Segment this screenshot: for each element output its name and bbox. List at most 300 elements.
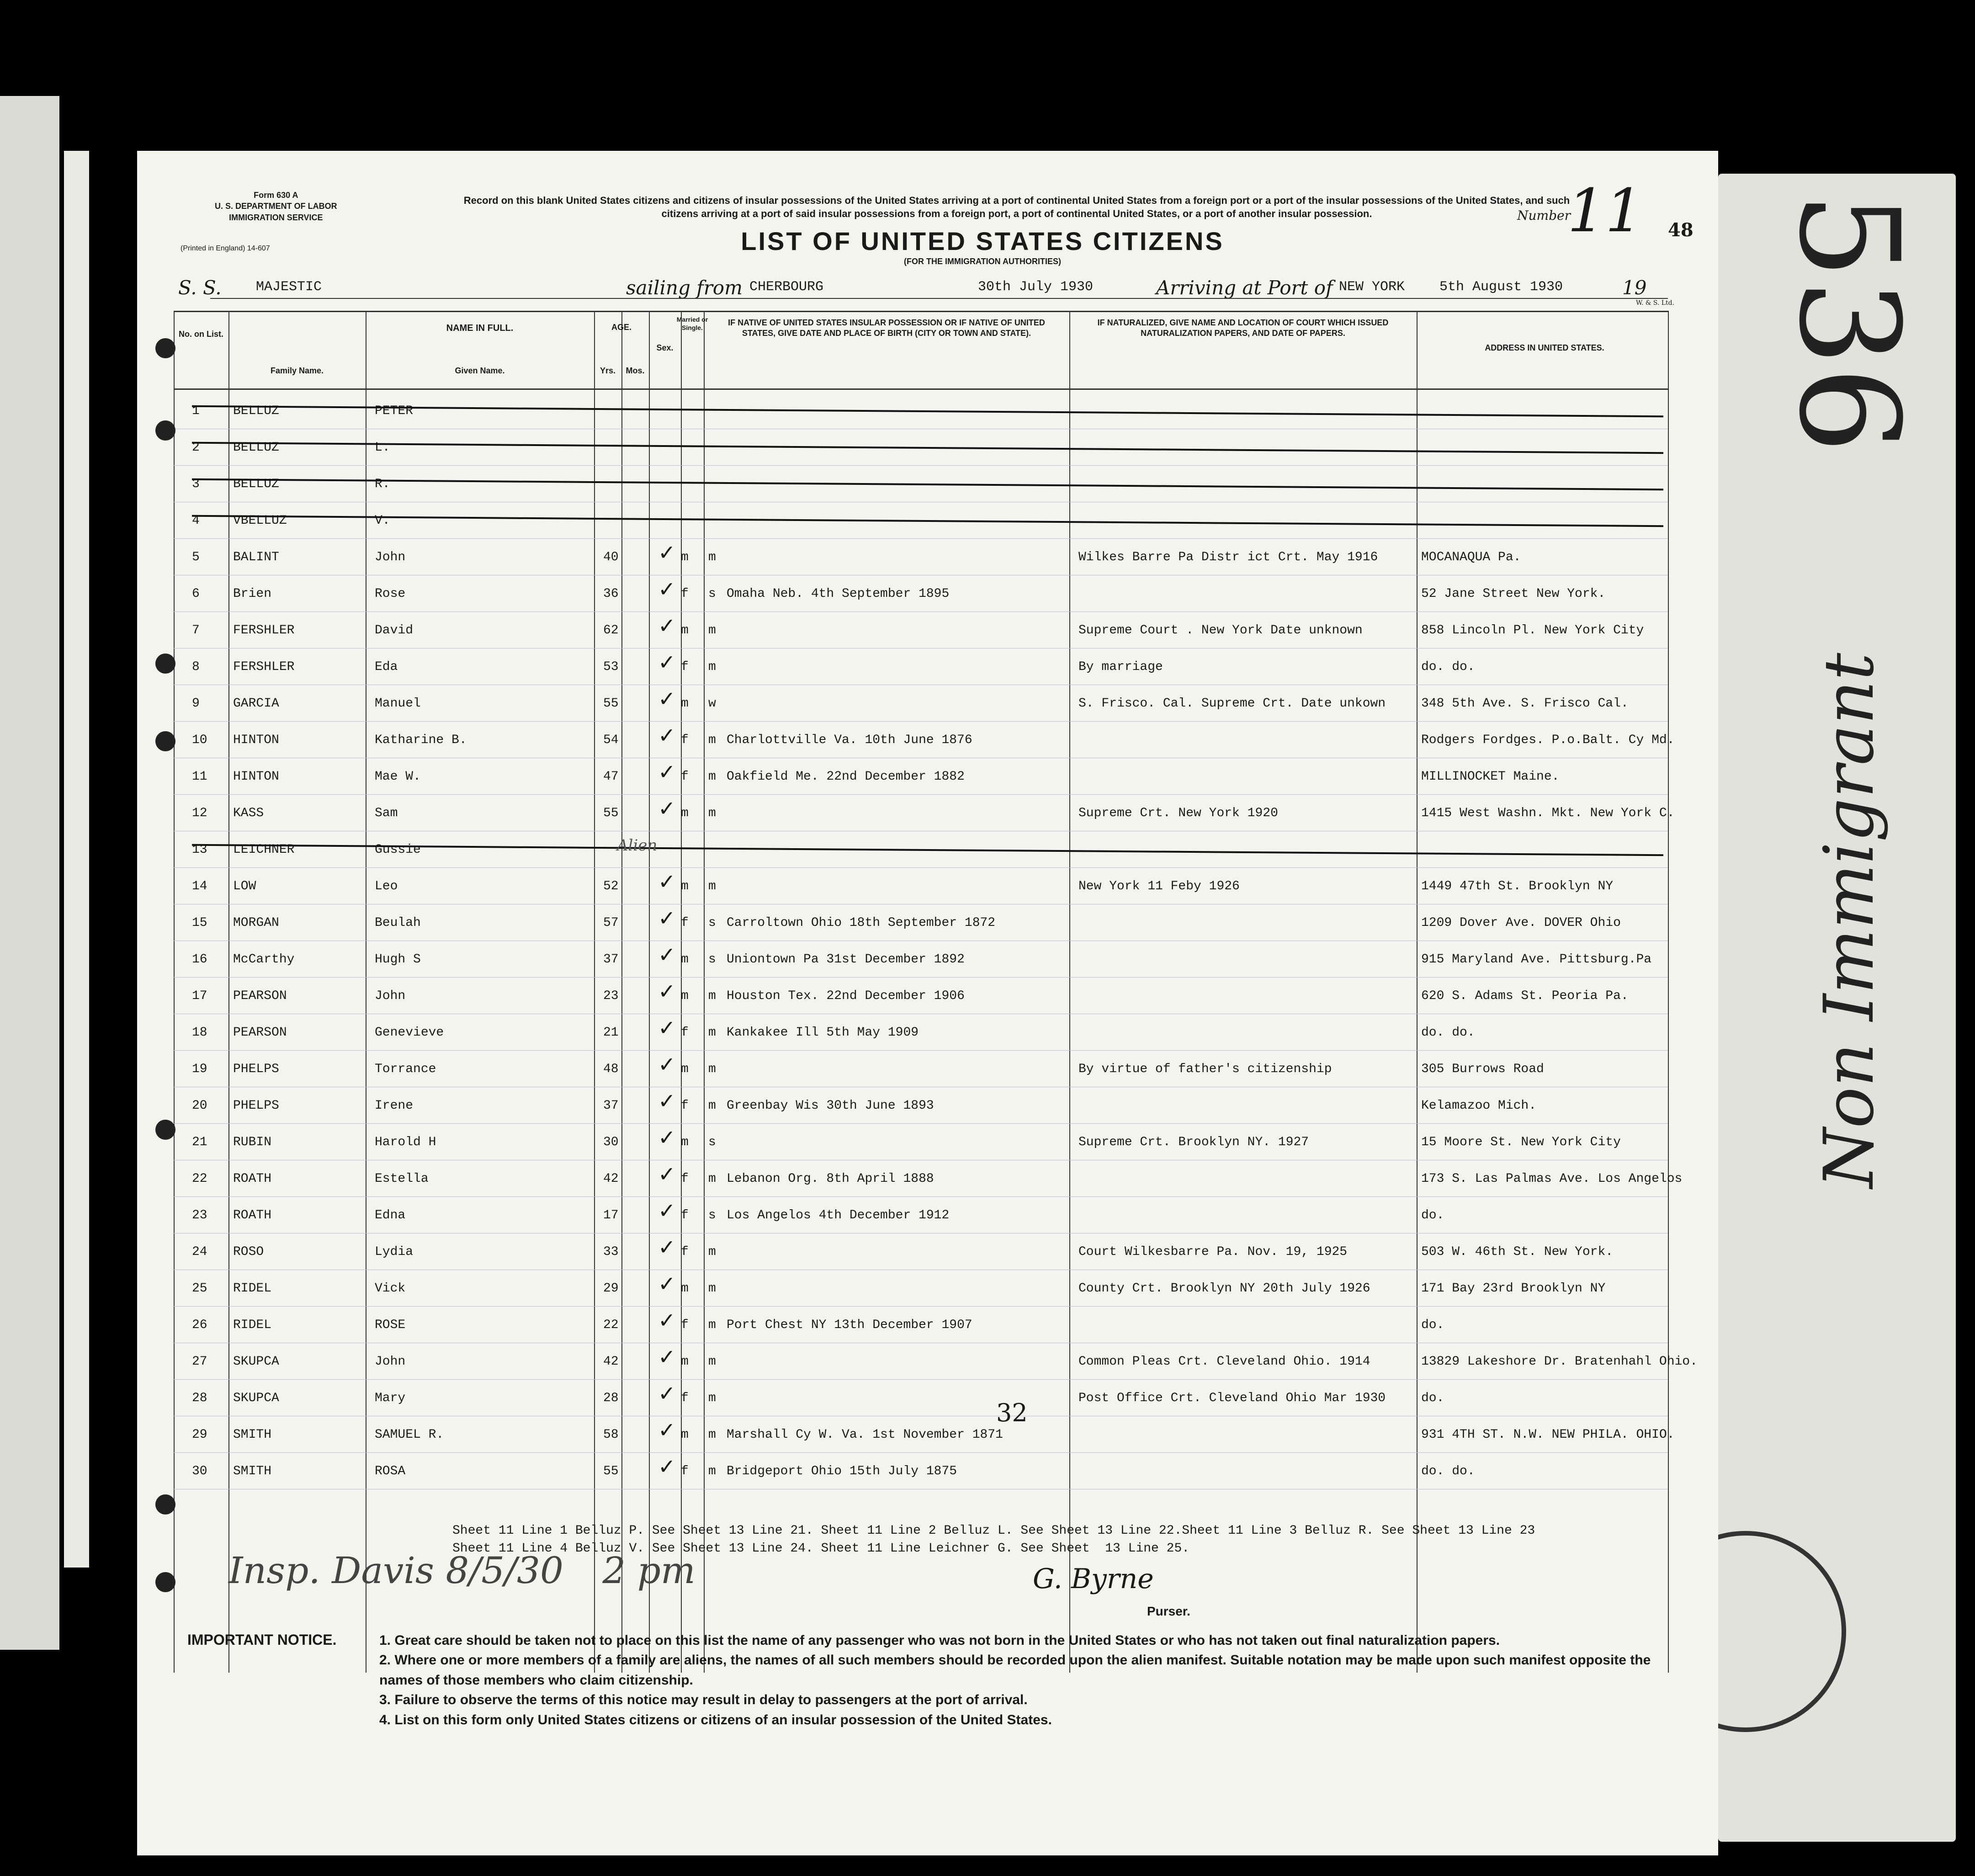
table-row [174, 1161, 1683, 1197]
row-given: Lydia [375, 1245, 414, 1259]
row-address: 1415 West Washn. Mkt. New York C. [1421, 806, 1675, 820]
row-family: PHELPS [233, 1099, 279, 1113]
check-mark-icon: ✓ [658, 1418, 676, 1442]
row-given: Katharine B. [375, 733, 467, 747]
table-row [174, 795, 1675, 831]
row-address: Kelamazoo Mich. [1421, 1099, 1537, 1113]
binder-hole [155, 1572, 175, 1592]
row-marital: m [708, 660, 716, 674]
inspector-text: Insp. Davis 8/5/30 [228, 1549, 563, 1592]
row-age: 55 [603, 806, 619, 820]
check-mark-icon: ✓ [658, 1308, 676, 1333]
table-row [174, 1380, 1668, 1416]
row-age: 57 [603, 916, 619, 930]
row-family: LEICHNER [233, 843, 295, 857]
row-age: 29 [603, 1281, 619, 1296]
row-sex: m [681, 1428, 689, 1442]
row-no: 11 [192, 770, 207, 784]
row-given: Manuel [375, 696, 421, 711]
table-row [174, 1417, 1675, 1453]
row-given: Mae W. [375, 770, 421, 784]
row-address: 52 Jane Street New York. [1421, 587, 1606, 601]
row-family: LOW [233, 879, 256, 893]
table-row [174, 576, 1668, 612]
header-family: Family Name. [270, 366, 324, 375]
row-age: 58 [603, 1428, 619, 1442]
row-marital: m [708, 1172, 716, 1186]
list-number: 11 [1567, 176, 1643, 245]
row-no: 14 [192, 879, 207, 893]
service: IMMIGRATION SERVICE [229, 213, 323, 222]
row-birthplace: Los Angelos 4th December 1912 [727, 1208, 950, 1222]
binder-hole [155, 731, 175, 751]
header-sex: Sex. [656, 343, 674, 352]
row-birthplace: Uniontown Pa 31st December 1892 [727, 952, 965, 967]
row-birthplace: Charlottville Va. 10th June 1876 [727, 733, 972, 747]
arriving-label: Arriving at Port of [1156, 276, 1333, 299]
voyage-rule [210, 298, 1668, 299]
row-age: 28 [603, 1391, 619, 1405]
check-mark-icon: ✓ [658, 1198, 676, 1223]
row-naturalization: Supreme Crt. New York 1920 [1078, 806, 1278, 820]
row-given: PETER [375, 404, 414, 418]
check-mark-icon: ✓ [658, 1052, 676, 1077]
table-row [174, 430, 1668, 466]
row-marital: s [708, 952, 716, 967]
row-age: 23 [603, 989, 619, 1003]
row-sex: m [681, 1355, 689, 1369]
header-mos: Mos. [626, 366, 645, 375]
row-no: 12 [192, 806, 207, 820]
sailing-label: sailing from [626, 276, 743, 299]
table-row [174, 503, 1668, 539]
row-given: Mary [375, 1391, 406, 1405]
row-no: 21 [192, 1135, 207, 1149]
form-number: Form 630 A [254, 191, 298, 200]
table-row [174, 759, 1668, 795]
row-family: McCarthy [233, 952, 295, 967]
row-given: Eda [375, 660, 398, 674]
row-sex: f [681, 1318, 689, 1332]
table-row [174, 1124, 1668, 1160]
row-birthplace: Oakfield Me. 22nd December 1882 [727, 770, 965, 784]
row-family: HINTON [233, 770, 279, 784]
row-no: 18 [192, 1026, 207, 1040]
binder-hole [155, 1494, 175, 1515]
row-marital: w [708, 696, 716, 711]
row-marital: m [708, 623, 716, 638]
row-no: 22 [192, 1172, 207, 1186]
check-mark-icon: ✓ [658, 760, 676, 784]
check-mark-icon: ✓ [658, 1015, 676, 1040]
row-age: 22 [603, 1318, 619, 1332]
row-given: ROSA [375, 1464, 406, 1478]
row-birthplace: Carroltown Ohio 18th September 1872 [727, 916, 996, 930]
row-age: 52 [603, 879, 619, 893]
row-address: MOCANAQUA Pa. [1421, 550, 1521, 564]
row-naturalization: By virtue of father's citizenship [1078, 1062, 1332, 1076]
row-no: 2 [192, 441, 200, 455]
row-age: 55 [603, 696, 619, 711]
row-sex: f [681, 660, 689, 674]
row-no: 17 [192, 989, 207, 1003]
row-birthplace: Lebanon Org. 8th April 1888 [727, 1172, 934, 1186]
row-no: 19 [192, 1062, 207, 1076]
row-address: do. [1421, 1318, 1444, 1332]
binder-hole [155, 1120, 175, 1140]
row-naturalization: Wilkes Barre Pa Distr ict Crt. May 1916 [1078, 550, 1378, 564]
row-age: 48 [603, 1062, 619, 1076]
row-sex: f [681, 1026, 689, 1040]
table-row [174, 1307, 1668, 1343]
row-sex: m [681, 696, 689, 711]
sail-date: 30th July 1930 [978, 279, 1094, 295]
row-no: 28 [192, 1391, 207, 1405]
row-address: MILLINOCKET Maine. [1421, 770, 1560, 784]
check-mark-icon: ✓ [658, 1162, 676, 1186]
department: U. S. DEPARTMENT OF LABOR [215, 202, 337, 211]
check-mark-icon: ✓ [658, 942, 676, 967]
row-no: 25 [192, 1281, 207, 1296]
row-sex: f [681, 1172, 689, 1186]
row-family: Brien [233, 587, 272, 601]
row-naturalization: Supreme Court . New York Date unknown [1078, 623, 1363, 638]
row-family: MORGAN [233, 916, 279, 930]
header-no: No. on List. [179, 329, 223, 339]
table-row [174, 393, 1668, 429]
row-marital: m [708, 1355, 716, 1369]
row-sex: f [681, 1464, 689, 1478]
row-address: Rodgers Fordges. P.o.Balt. Cy Md. [1421, 733, 1675, 747]
check-mark-icon: ✓ [658, 979, 676, 1004]
row-age: 54 [603, 733, 619, 747]
table-row [174, 978, 1668, 1014]
row-given: Genevieve [375, 1026, 444, 1040]
check-mark-icon: ✓ [658, 723, 676, 748]
row-age: 37 [603, 952, 619, 967]
row-given: Torrance [375, 1062, 436, 1076]
row-no: 8 [192, 660, 200, 674]
row-birthplace: Houston Tex. 22nd December 1906 [727, 989, 965, 1003]
ws-ltd: W. & S. Ltd. [1636, 299, 1675, 307]
header-birth: IF NATIVE OF UNITED STATES INSULAR POSSESSION OR IF NATIVE OF UNITED STATES, GIVE DATE AND PLACE OF BIRTH (CITY OR TOWN AND STATE). [728, 318, 1045, 338]
check-mark-icon: ✓ [658, 686, 676, 711]
purser-signature: G. Byrne [1033, 1563, 1154, 1595]
row-given: Hugh S [375, 952, 421, 967]
row-no: 9 [192, 696, 200, 711]
check-mark-icon: ✓ [658, 906, 676, 930]
row-family: ROSO [233, 1245, 264, 1259]
row-sex: m [681, 623, 689, 638]
row-family: KASS [233, 806, 264, 820]
table-row [174, 1270, 1668, 1307]
row-address: 171 Bay 23rd Brooklyn NY [1421, 1281, 1606, 1296]
row-given: R. [375, 477, 390, 491]
row-marital: s [708, 587, 716, 601]
row-sex: m [681, 989, 689, 1003]
check-mark-icon: ✓ [658, 1089, 676, 1113]
row-age: 55 [603, 1464, 619, 1478]
row-family: PHELPS [233, 1062, 279, 1076]
row-marital: m [708, 1062, 716, 1076]
row-marital: m [708, 733, 716, 747]
row-naturalization: By marriage [1078, 660, 1163, 674]
row-marital: m [708, 1318, 716, 1332]
row-marital: m [708, 1391, 716, 1405]
row-birthplace: Bridgeport Ohio 15th July 1875 [727, 1464, 957, 1478]
row-marital: m [708, 770, 716, 784]
row-family: SMITH [233, 1464, 272, 1478]
row-address: do. do. [1421, 1464, 1475, 1478]
row-given: John [375, 550, 406, 564]
row-birthplace: Kankakee Ill 5th May 1909 [727, 1026, 919, 1040]
row-address: 858 Lincoln Pl. New York City [1421, 623, 1644, 638]
header-bottom-rule [174, 388, 1668, 390]
row-marital: m [708, 1245, 716, 1259]
col-rule-right [1668, 311, 1669, 1673]
row-sex: m [681, 550, 689, 564]
header-age: AGE. [611, 323, 632, 332]
row-family: SMITH [233, 1428, 272, 1442]
notice-lead: IMPORTANT NOTICE. [187, 1632, 337, 1648]
row-age: 53 [603, 660, 619, 674]
table-row [174, 1234, 1668, 1270]
row-sex: m [681, 1135, 689, 1149]
row-age: 37 [603, 1099, 619, 1113]
header-naturalized: IF NATURALIZED, GIVE NAME AND LOCATION OF COURT WHICH ISSUED NATURALIZATION PAPERS, AND DATE OF PAPERS. [1097, 318, 1389, 338]
header-name: NAME IN FULL. [446, 323, 514, 333]
check-mark-icon: ✓ [658, 650, 676, 675]
row-given: John [375, 989, 406, 1003]
from-port: CHERBOURG [749, 279, 824, 295]
form-header-left [215, 190, 337, 223]
check-mark-icon: ✓ [658, 613, 676, 638]
row-marital: m [708, 1026, 716, 1040]
strike-through-line [192, 515, 1663, 527]
row-address: do. do. [1421, 1026, 1475, 1040]
page-subtitle: (FOR THE IMMIGRATION AUTHORITIES) [904, 257, 1061, 266]
row-no: 7 [192, 623, 200, 638]
note-line-1: Sheet 11 Line 1 Belluz P. See Sheet 13 Line 21. Sheet 11 Line 2 Belluz L. See Sheet 13 Line 22.Sheet 11 Line 3 Belluz R. See Sheet 13 Line 23 [452, 1524, 1535, 1538]
row-marital: m [708, 1099, 716, 1113]
check-mark-icon: ✓ [658, 869, 676, 894]
printed-note: (Printed in England) 14-607 [181, 244, 270, 252]
table-row [174, 941, 1668, 978]
row-marital: s [708, 1208, 716, 1222]
row-given: Estella [375, 1172, 429, 1186]
row-sex: f [681, 1391, 689, 1405]
row-family: FERSHLER [233, 623, 295, 638]
row-sex: m [681, 806, 689, 820]
row-age: 42 [603, 1355, 619, 1369]
page-number: 48 [1668, 219, 1694, 241]
check-mark-icon: ✓ [658, 1125, 676, 1150]
row-family: VBELLUZ [233, 514, 287, 528]
ship-name: MAJESTIC [256, 279, 322, 295]
row-no: 16 [192, 952, 207, 967]
row-given: Edna [375, 1208, 406, 1222]
row-marital: s [708, 1135, 716, 1149]
row-age: 30 [603, 1135, 619, 1149]
table-row [174, 832, 1668, 868]
row-sex: f [681, 916, 689, 930]
table-row [174, 686, 1668, 722]
row-age: 62 [603, 623, 619, 638]
row-family: HINTON [233, 733, 279, 747]
stamp-number: 536 [1769, 192, 1928, 454]
row-family: BALINT [233, 550, 279, 564]
row-age: 47 [603, 770, 619, 784]
row-age: 42 [603, 1172, 619, 1186]
row-age: 36 [603, 587, 619, 601]
row-family: SKUPCA [233, 1355, 279, 1369]
row-marital: m [708, 1281, 716, 1296]
time-text: 2 pm [602, 1549, 695, 1592]
row-no: 20 [192, 1099, 207, 1113]
row-naturalization: Supreme Crt. Brooklyn NY. 1927 [1078, 1135, 1309, 1149]
page-title: LIST OF UNITED STATES CITIZENS [741, 227, 1224, 255]
table-row [174, 1453, 1668, 1489]
row-no: 10 [192, 733, 207, 747]
row-address: 13829 Lakeshore Dr. Bratenhahl Ohio. [1421, 1355, 1698, 1369]
row-family: BELLUZ [233, 441, 279, 455]
row-address: 620 S. Adams St. Peoria Pa. [1421, 989, 1629, 1003]
inspector-signature [228, 1549, 695, 1592]
row-no: 5 [192, 550, 200, 564]
row-given: John [375, 1355, 406, 1369]
row-no: 13 [192, 843, 207, 857]
row-address: 503 W. 46th St. New York. [1421, 1245, 1614, 1259]
row-no: 23 [192, 1208, 207, 1222]
header-given: Given Name. [455, 366, 505, 375]
row-birthplace: Marshall Cy W. Va. 1st November 1871 [727, 1428, 1003, 1442]
row-sex: f [681, 1099, 689, 1113]
check-mark-icon: ✓ [658, 540, 676, 565]
form-description: Record on this blank United States citizens and citizens of insular possessions of the United States arriving at a port of continental United States from a foreign port or a port of the insular possessions of the United States, and such citizens arriving at a port of said insular possessions from a foreign port, a port of continental United States, or a port of another insular possession. [463, 195, 1570, 219]
row-marital: s [708, 916, 716, 930]
row-age: 33 [603, 1245, 619, 1259]
non-immigrant-annotation: Non Immigrant [1810, 653, 1889, 1188]
row-address: do. do. [1421, 660, 1475, 674]
row-address: 305 Burrows Road [1421, 1062, 1544, 1076]
row-family: GARCIA [233, 696, 279, 711]
row-no: 30 [192, 1464, 207, 1478]
row-given: ROSE [375, 1318, 406, 1332]
row-sex: m [681, 879, 689, 893]
row-family: RIDEL [233, 1281, 272, 1296]
check-mark-icon: ✓ [658, 577, 676, 601]
check-mark-icon: ✓ [658, 1345, 676, 1369]
row-address: 15 Moore St. New York City [1421, 1135, 1621, 1149]
row-given: V. [375, 514, 390, 528]
notice-item-2: 2. Where one or more members of a family are aliens, the names of all such members should be recorded upon the alien manifest. Suitable notation may be made upon such manifest opposite the names of those members who claim citizenship. [379, 1653, 1651, 1688]
row-family: PEARSON [233, 989, 287, 1003]
row-no: 6 [192, 587, 200, 601]
row-given: SAMUEL R. [375, 1428, 444, 1442]
row-naturalization: New York 11 Feby 1926 [1078, 879, 1240, 893]
table-row [174, 1088, 1668, 1124]
row-birthplace: Port Chest NY 13th December 1907 [727, 1318, 972, 1332]
row-age: 17 [603, 1208, 619, 1222]
row-given: Rose [375, 587, 406, 601]
check-mark-icon: ✓ [658, 1235, 676, 1260]
check-mark-icon: ✓ [658, 1454, 676, 1479]
row-address: 348 5th Ave. S. Frisco Cal. [1421, 696, 1629, 711]
row-birthplace: Omaha Neb. 4th September 1895 [727, 587, 950, 601]
row-address: 1449 47th St. Brooklyn NY [1421, 879, 1614, 893]
header-yrs: Yrs. [600, 366, 616, 375]
row-naturalization: County Crt. Brooklyn NY 20th July 1926 [1078, 1281, 1370, 1296]
binder-hole [155, 654, 175, 674]
year-suffix: 19 [1622, 276, 1647, 299]
row-address: 915 Maryland Ave. Pittsburg.Pa [1421, 952, 1652, 967]
row-address: do. [1421, 1391, 1444, 1405]
important-notice [187, 1629, 1695, 1730]
row-address: 1209 Dover Ave. DOVER Ohio [1421, 916, 1621, 930]
manifest-sheet [137, 151, 1718, 1855]
row-no: 15 [192, 916, 207, 930]
row-no: 1 [192, 404, 200, 418]
row-given: David [375, 623, 414, 638]
row-family: SKUPCA [233, 1391, 279, 1405]
row-no: 4 [192, 514, 200, 528]
row-marital: m [708, 1464, 716, 1478]
number-label: Number [1517, 208, 1571, 223]
row-birthplace: Greenbay Wis 30th June 1893 [727, 1099, 934, 1113]
arrival-port: NEW YORK [1339, 279, 1405, 295]
binder-hole [155, 338, 175, 358]
row-no: 26 [192, 1318, 207, 1332]
row-sex: m [681, 1281, 689, 1296]
table-row [174, 1197, 1668, 1233]
table-row [174, 1015, 1668, 1051]
row-given: Sam [375, 806, 398, 820]
table-row [174, 1344, 1698, 1380]
alien-annotation: Alien [617, 836, 658, 855]
notice-item-4: 4. List on this form only United States citizens or citizens of an insular possession of the United States. [379, 1712, 1052, 1727]
row-marital: m [708, 879, 716, 893]
row-address: 173 S. Las Palmas Ave. Los Angelos [1421, 1172, 1683, 1186]
table-row [174, 722, 1675, 758]
row-sex: f [681, 733, 689, 747]
row-family: PEARSON [233, 1026, 287, 1040]
adjacent-page-left [0, 96, 59, 1650]
row-sex: m [681, 952, 689, 967]
row-naturalization: S. Frisco. Cal. Supreme Crt. Date unkown [1078, 696, 1386, 711]
row-sex: f [681, 1208, 689, 1222]
row-given: Harold H [375, 1135, 436, 1149]
check-mark-icon: ✓ [658, 1271, 676, 1296]
row-family: RIDEL [233, 1318, 272, 1332]
row-address: do. [1421, 1208, 1444, 1222]
row-no: 24 [192, 1245, 207, 1259]
check-mark-icon: ✓ [658, 796, 676, 821]
row-given: Beulah [375, 916, 421, 930]
row-no: 3 [192, 477, 200, 491]
row-family: BELLUZ [233, 477, 279, 491]
row-age: 21 [603, 1026, 619, 1040]
row-given: Leo [375, 879, 398, 893]
row-family: ROATH [233, 1172, 272, 1186]
ss-label: S. S. [178, 276, 222, 299]
row-sex: m [681, 1062, 689, 1076]
row-no: 29 [192, 1428, 207, 1442]
arrival-date: 5th August 1930 [1439, 279, 1563, 295]
row-sex: f [681, 1245, 689, 1259]
row-given: Gussie [375, 843, 421, 857]
table-row [174, 868, 1668, 904]
row-family: FERSHLER [233, 660, 295, 674]
